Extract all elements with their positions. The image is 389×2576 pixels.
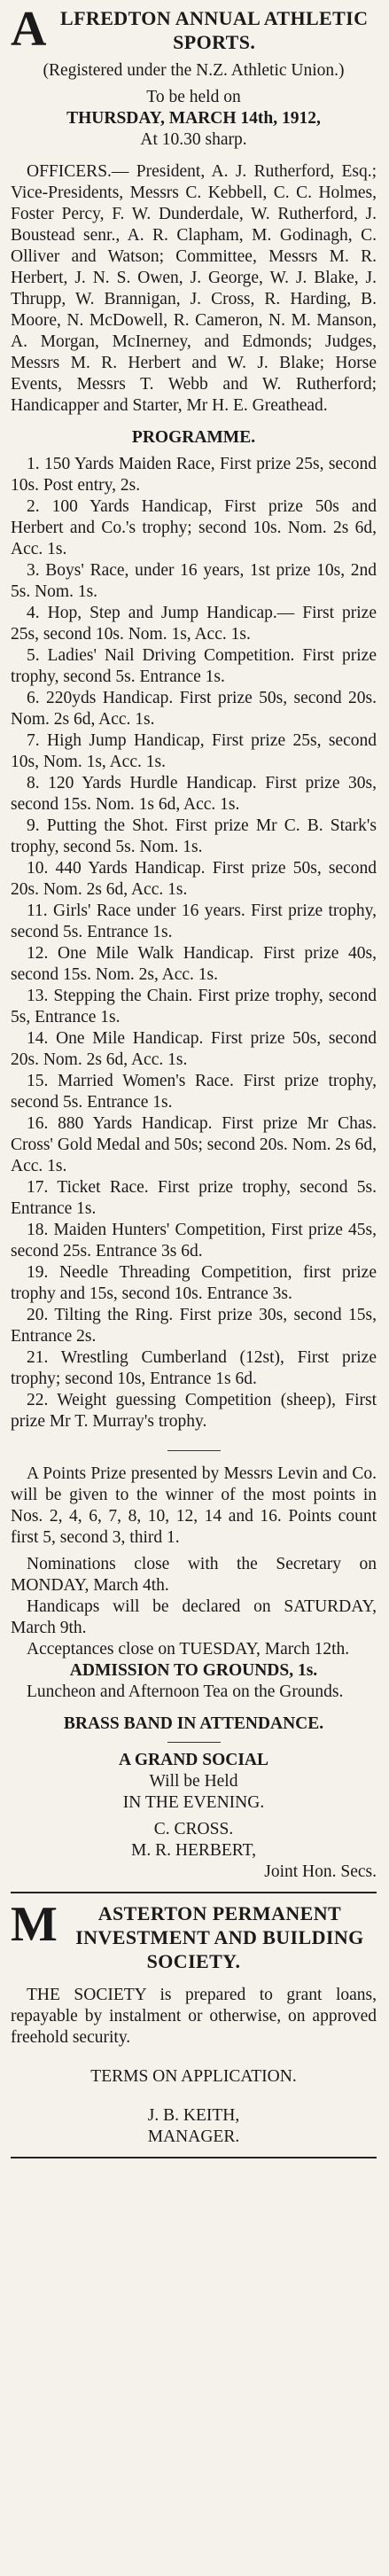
programme-event: 15. Married Women's Race. First prize trophy, second 5s. Entrance 1s. bbox=[11, 1072, 377, 1112]
programme-event: 7. High Jump Handicap, First prize 25s, second 10s, Nom. 1s, Acc. 1s. bbox=[11, 731, 377, 771]
programme-event: 17. Ticket Race. First prize trophy, second 5s. Entrance 1s. bbox=[11, 1178, 377, 1218]
programme-event: 22. Weight guessing Competition (sheep), First prize Mr T. Murray's trophy. bbox=[11, 1391, 377, 1431]
programme-event: 16. 880 Yards Handicap. First prize Mr Chas. Cross' Gold Medal and 50s; second 20s. Nom. 2s 6d, Acc. 1s. bbox=[11, 1114, 377, 1175]
programme-event: 13. Stepping the Chain. First prize trophy, second 5s, Entrance 1s. bbox=[11, 987, 377, 1026]
programme-event: 5. Ladies' Nail Driving Competition. First prize trophy, second 5s. Entrance 1s. bbox=[11, 646, 377, 686]
to-be-held: To be held on bbox=[146, 88, 241, 106]
sports-dropcap: A bbox=[11, 2, 47, 57]
programme-list bbox=[11, 454, 377, 1432]
grand-social: A GRAND SOCIAL bbox=[118, 1751, 269, 1769]
brass-band: BRASS BAND IN ATTENDANCE. bbox=[63, 1714, 324, 1733]
secretary-1: C. CROSS. bbox=[153, 1820, 234, 1838]
points-prize: A Points Prize presented by Messrs Levin and Co. will be given to the winner of the most points in Nos. 2, 4, 6, 7, 8, 10, 12, 14 and 16. Points count first 5, second 3, third 1. bbox=[11, 1464, 377, 1547]
programme-event: 21. Wrestling Cumberland (12st), First prize trophy; second 10s, Entrance 1s 6d. bbox=[11, 1348, 377, 1388]
divider bbox=[167, 1450, 221, 1451]
society-title-text: ASTERTON PERMANENT INVESTMENT AND BUILDING SOCIETY. bbox=[75, 1902, 364, 1972]
society-dropcap: M bbox=[11, 1897, 58, 1952]
sports-title-text: LFREDTON ANNUAL ATHLETIC SPORTS. bbox=[60, 7, 369, 53]
sports-advertisement bbox=[11, 2, 377, 1883]
programme-event: 20. Tilting the Ring. First prize 30s, second 15s, Entrance 2s. bbox=[11, 1306, 377, 1346]
society-title bbox=[11, 1897, 377, 1974]
secretary-2: M. R. HERBERT, bbox=[131, 1841, 256, 1860]
programme-heading: PROGRAMME. bbox=[131, 428, 256, 447]
event-date: THURSDAY, MARCH 14th, 1912, bbox=[66, 109, 321, 128]
officers-list: OFFICERS.— President, A. J. Rutherford, Esq.; Vice-Presidents, Messrs C. Kebbell, C. C. Holmes, Foster Percy, F. W. Dunderdale, W. Rutherford, J. Boustead senr., A. R. Clapham, M. Godinagh, C. Olliver and Watson; Committee, Messrs M. R. Herbert, J. N. S. Owen, J. George, W. J. Blake, J. Thrupp, W. Brannigan, J. Cross, R. Harding, B. Moore, N. McDowell, R. Cameron, N. M. Manson, A. Morgan, McInerney, and Edmonds; Judges, Messrs M. R. Herbert and W. J. Blake; Horse Events, Messrs T. Webb and W. Rutherford; Handicapper and Starter, Mr H. E. Greathead. bbox=[11, 162, 377, 415]
acceptances-note: Acceptances close on TUESDAY, March 12th. bbox=[27, 1640, 350, 1659]
programme-event: 3. Boys' Race, under 16 years, 1st prize 10s, 2nd 5s. Nom. 1s. bbox=[11, 561, 377, 601]
event-time: At 10.30 sharp. bbox=[140, 130, 247, 149]
society-manager-name: J. B. KEITH, bbox=[147, 2106, 240, 2125]
section-rule bbox=[11, 2157, 377, 2158]
society-terms: TERMS ON APPLICATION. bbox=[90, 2067, 297, 2086]
programme-event: 2. 100 Yards Handicap, First prize 50s and Herbert and Co.'s trophy; second 10s. Nom. 2s 6d, Acc. 1s. bbox=[11, 497, 377, 558]
handicaps-note: Handicaps will be declared on SATURDAY, March 9th. bbox=[11, 1597, 377, 1637]
programme-event: 10. 440 Yards Handicap. First prize 50s, second 20s. Nom. 2s 6d, Acc. 1s. bbox=[11, 859, 377, 899]
programme-event: 11. Girls' Race under 16 years. First prize trophy, second 5s. Entrance 1s. bbox=[11, 902, 377, 941]
programme-event: 12. One Mile Walk Handicap. First prize 40s, second 15s. Nom. 2s, Acc. 1s. bbox=[11, 944, 377, 984]
divider bbox=[167, 1742, 221, 1743]
will-be-held: Will be Held bbox=[149, 1772, 238, 1791]
registration-note: (Registered under the N.Z. Athletic Union.) bbox=[43, 61, 345, 80]
programme-event: 8. 120 Yards Hurdle Handicap. First prize 30s, second 15s. Nom. 1s 6d, Acc. 1s. bbox=[11, 774, 377, 814]
sports-title bbox=[11, 2, 377, 57]
society-body: THE SOCIETY is prepared to grant loans, repayable by instalment or otherwise, on approved freehold security. bbox=[11, 1986, 377, 2047]
programme-event: 4. Hop, Step and Jump Handicap.— First prize 25s, second 10s. Nom. 1s, Acc. 1s. bbox=[11, 604, 377, 644]
programme-event: 1. 150 Yards Maiden Race, First prize 25s, second 10s. Post entry, 2s. bbox=[11, 455, 377, 495]
society-advertisement bbox=[11, 1897, 377, 2148]
secretary-title: Joint Hon. Secs. bbox=[264, 1862, 377, 1881]
programme-event: 19. Needle Threading Competition, first prize trophy and 15s, second 10s. Entrance 3s. bbox=[11, 1263, 377, 1303]
programme-event: 18. Maiden Hunters' Competition, First prize 45s, second 25s. Entrance 3s 6d. bbox=[11, 1221, 377, 1261]
nominations-note: Nominations close with the Secretary on MONDAY, March 4th. bbox=[11, 1555, 377, 1595]
society-manager-role: MANAGER. bbox=[147, 2127, 240, 2146]
programme-event: 9. Putting the Shot. First prize Mr C. B. Stark's trophy, second 5s. Nom. 1s. bbox=[11, 816, 377, 856]
in-the-evening: IN THE EVENING. bbox=[122, 1793, 265, 1812]
programme-event: 14. One Mile Handicap. First prize 50s, second 20s. Nom. 2s 6d, Acc. 1s. bbox=[11, 1029, 377, 1069]
programme-event: 6. 220yds Handicap. First prize 50s, second 20s. Nom. 2s 6d, Acc. 1s. bbox=[11, 689, 377, 729]
section-rule bbox=[11, 1892, 377, 1893]
luncheon-note: Luncheon and Afternoon Tea on the Grounds. bbox=[27, 1682, 344, 1701]
admission-note: ADMISSION TO GROUNDS, 1s. bbox=[69, 1661, 318, 1680]
